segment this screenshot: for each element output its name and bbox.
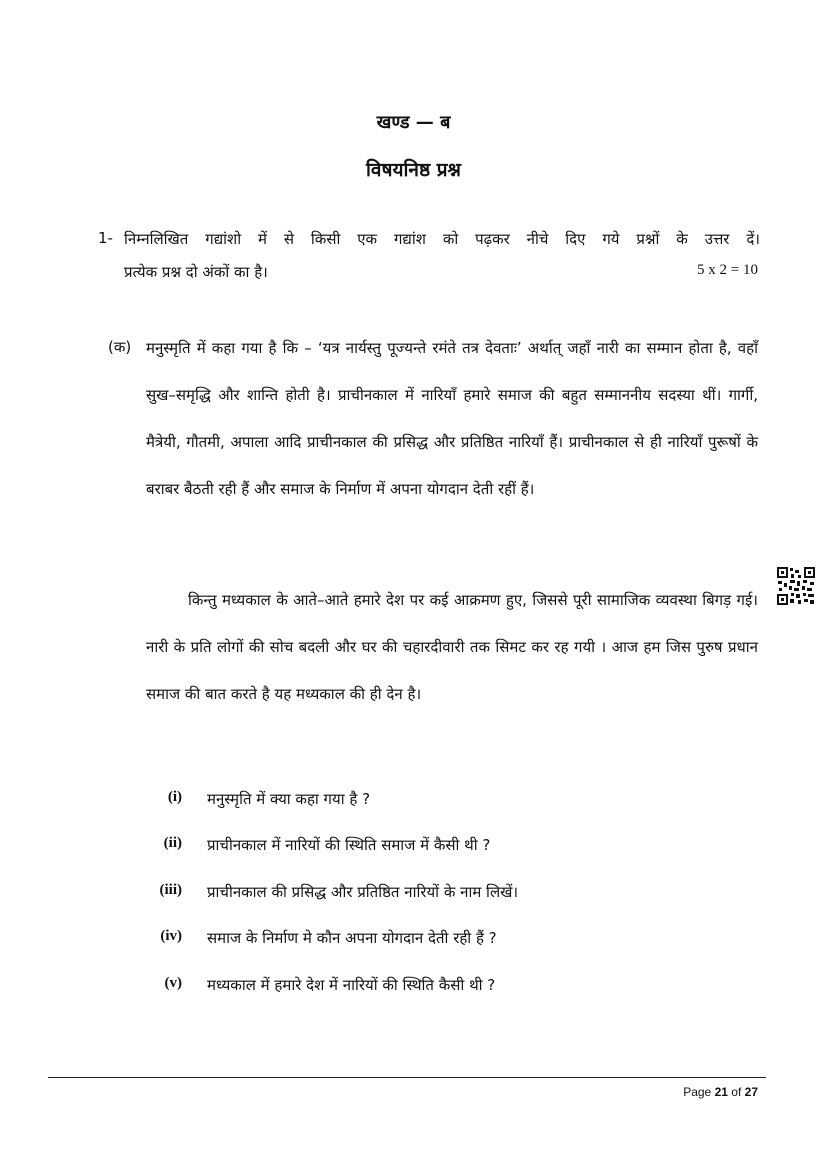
sub-question-text: प्राचीनकाल में नारियों की स्थिति समाज में कैसी थी ? <box>207 836 491 854</box>
sub-question-number: (iii) <box>159 882 182 898</box>
qr-code-icon <box>776 566 816 606</box>
sub-question-number: (iv) <box>160 928 182 944</box>
question-instruction-marks-note: प्रत्येक प्रश्न दो अंकों का है। <box>124 263 268 281</box>
total-pages: 27 <box>744 1085 758 1099</box>
page-label: Page <box>683 1085 712 1099</box>
of-label: of <box>731 1085 742 1099</box>
sub-question-text: मध्यकाल में हमारे देश में नारियों की स्थिति कैसी थी ? <box>207 976 496 994</box>
passage-paragraph-1: मनुस्मृति में कहा गया है कि – ‘यत्र नार्यस्तु पूज्यन्ते रमंते तत्र देवताः’ अर्थात् जहाँ नारी का सम्मान होता है, वहाँ सुख–समृद्धि और शान्ति होती है। प्राचीनकाल में नारियाँ हमारे समाज की बहुत सम्माननीय सदस्या थीं। गार्गी, मैत्रेयी, गौतमी, अपाला आदि प्राचीनकाल की प्रसिद्ध और प्रतिष्ठित नारियाँ हैं। प्राचीनकाल से ही नारियाँ पुरूषों के बराबर बैठती रही हैं और समाज के निर्माण में अपना योगदान देती रहीं हैं। <box>146 339 758 498</box>
sub-question <box>0 975 827 1005</box>
section-heading: विषयनिष्ठ प्रश्न <box>365 159 461 181</box>
sub-question-text: प्राचीनकाल की प्रसिद्ध और प्रतिष्ठित नारियों के नाम लिखें। <box>207 883 519 901</box>
sub-question-number: (v) <box>164 975 182 991</box>
sub-question-number: (ii) <box>163 835 182 851</box>
sub-question <box>0 835 827 865</box>
sub-question <box>0 882 827 912</box>
question-marks: 5 x 2 = 10 <box>697 262 758 278</box>
passage-paragraph-2: किन्तु मध्यकाल के आते–आते हमारे देश पर कई आक्रमण हुए, जिससे पूरी सामाजिक व्यवस्था बिगड़ गई। नारी के प्रति लोगों की सोच बदली और घर की चहारदीवारी तक सिमट कर रह गयी । आज हम जिस पुरुष प्रधान समाज की बात करते है यह मध्यकाल की ही देन है। <box>146 591 758 703</box>
sub-question <box>0 928 827 958</box>
question-number: 1- <box>98 229 113 247</box>
current-page: 21 <box>714 1085 728 1099</box>
sub-question-text: मनुस्मृति में क्या कहा गया है ? <box>207 790 371 808</box>
sub-question <box>0 789 827 819</box>
passage-label: (क) <box>108 338 132 356</box>
sub-question-text: समाज के निर्माण मे कौन अपना योगदान देती रही हैं ? <box>207 929 497 947</box>
question-instruction: निम्नलिखित गद्यांशो में से किसी एक गद्यांश को पढ़कर नीचे दिए गये प्रश्नों के उत्तर दें। <box>124 230 760 248</box>
sub-question-number: (i) <box>167 789 182 805</box>
footer-divider <box>48 1077 766 1078</box>
page-number <box>620 1085 758 1099</box>
section-title: खण्ड — ब <box>376 112 451 133</box>
